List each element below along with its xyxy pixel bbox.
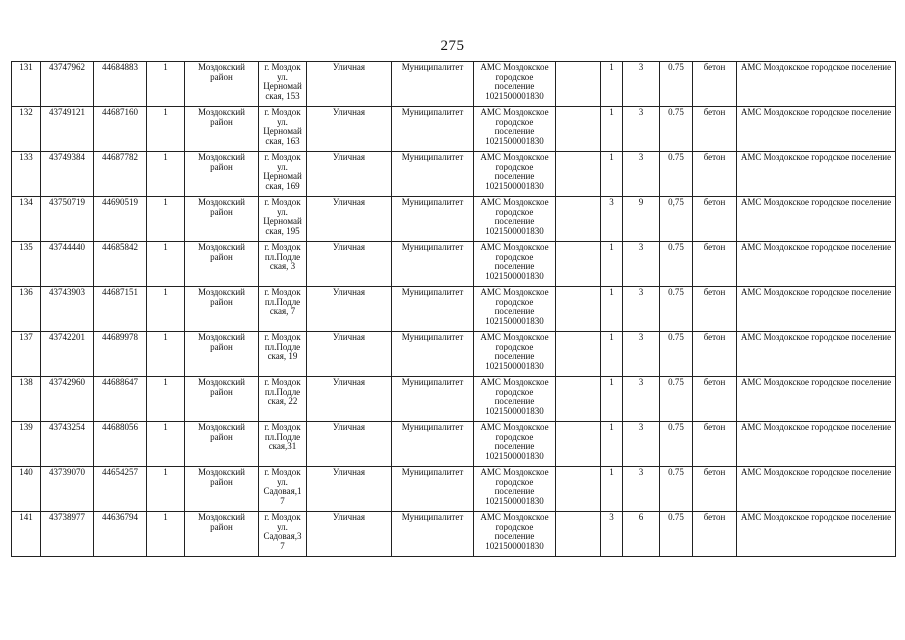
table-row <box>12 332 896 377</box>
cell-district: Моздокский район <box>185 332 259 377</box>
table-row <box>12 152 896 197</box>
cell-owner: Муниципалитет <box>392 377 474 422</box>
cell-owner: Муниципалитет <box>392 62 474 107</box>
cell-a: 1 <box>601 152 623 197</box>
cell-empty <box>556 197 601 242</box>
table-row <box>12 242 896 287</box>
cell-vol: 0.75 <box>660 377 693 422</box>
cell-lat: 43743903 <box>41 287 94 332</box>
cell-b: 3 <box>623 422 660 467</box>
table-row <box>12 287 896 332</box>
cell-vol: 0.75 <box>660 107 693 152</box>
cell-lon: 44688647 <box>94 377 147 422</box>
cell-vol: 0.75 <box>660 422 693 467</box>
cell-num: 141 <box>12 512 41 557</box>
cell-owner: Муниципалитет <box>392 242 474 287</box>
cell-district: Моздокский район <box>185 62 259 107</box>
table-row <box>12 197 896 242</box>
cell-type: Уличная <box>307 422 392 467</box>
cell-lon: 44654257 <box>94 467 147 512</box>
cell-count: 1 <box>147 422 185 467</box>
cell-district: Моздокский район <box>185 422 259 467</box>
cell-district: Моздокский район <box>185 512 259 557</box>
cell-owner: Муниципалитет <box>392 197 474 242</box>
cell-lon: 44687160 <box>94 107 147 152</box>
cell-b: 3 <box>623 287 660 332</box>
cell-vol: 0.75 <box>660 152 693 197</box>
cell-material: бетон <box>693 242 737 287</box>
cell-empty <box>556 377 601 422</box>
cell-holder: АМС Моздокское городское поселение <box>737 62 896 107</box>
cell-owner: Муниципалитет <box>392 422 474 467</box>
cell-count: 1 <box>147 377 185 422</box>
cell-b: 3 <box>623 377 660 422</box>
cell-lat: 43738977 <box>41 512 94 557</box>
cell-count: 1 <box>147 467 185 512</box>
cell-owner: Муниципалитет <box>392 152 474 197</box>
cell-material: бетон <box>693 287 737 332</box>
cell-empty <box>556 422 601 467</box>
cell-holder: АМС Моздокское городское поселение <box>737 287 896 332</box>
cell-b: 3 <box>623 107 660 152</box>
cell-lon: 44687782 <box>94 152 147 197</box>
cell-holder: АМС Моздокское городское поселение <box>737 152 896 197</box>
page-number: 275 <box>440 38 465 54</box>
cell-a: 1 <box>601 422 623 467</box>
cell-org: АМС Моздокское городское поселение 1021500001830 <box>474 422 556 467</box>
cell-b: 9 <box>623 197 660 242</box>
cell-org: АМС Моздокское городское поселение 1021500001830 <box>474 377 556 422</box>
cell-lon: 44636794 <box>94 512 147 557</box>
cell-lat: 43742960 <box>41 377 94 422</box>
cell-address: г. Моздок ул. Церномай ская, 169 <box>259 152 307 197</box>
cell-holder: АМС Моздокское городское поселение <box>737 197 896 242</box>
cell-district: Моздокский район <box>185 287 259 332</box>
cell-address: г. Моздок пл.Подле ская, 3 <box>259 242 307 287</box>
cell-empty <box>556 107 601 152</box>
cell-a: 1 <box>601 242 623 287</box>
cell-lon: 44684883 <box>94 62 147 107</box>
cell-empty <box>556 332 601 377</box>
cell-b: 3 <box>623 242 660 287</box>
cell-empty <box>556 467 601 512</box>
cell-material: бетон <box>693 467 737 512</box>
cell-a: 1 <box>601 62 623 107</box>
cell-holder: АМС Моздокское городское поселение <box>737 332 896 377</box>
cell-empty <box>556 62 601 107</box>
cell-district: Моздокский район <box>185 152 259 197</box>
cell-org: АМС Моздокское городское поселение 1021500001830 <box>474 242 556 287</box>
cell-count: 1 <box>147 512 185 557</box>
registry-body <box>12 62 896 557</box>
cell-a: 1 <box>601 467 623 512</box>
cell-num: 132 <box>12 107 41 152</box>
cell-holder: АМС Моздокское городское поселение <box>737 242 896 287</box>
cell-lat: 43744440 <box>41 242 94 287</box>
cell-material: бетон <box>693 422 737 467</box>
cell-material: бетон <box>693 62 737 107</box>
cell-a: 1 <box>601 332 623 377</box>
cell-b: 3 <box>623 62 660 107</box>
cell-holder: АМС Моздокское городское поселение <box>737 377 896 422</box>
cell-num: 137 <box>12 332 41 377</box>
cell-address: г. Моздок ул. Садовая,3 7 <box>259 512 307 557</box>
cell-type: Уличная <box>307 197 392 242</box>
cell-material: бетон <box>693 377 737 422</box>
cell-num: 134 <box>12 197 41 242</box>
cell-address: г. Моздок ул. Церномай ская, 153 <box>259 62 307 107</box>
cell-district: Моздокский район <box>185 242 259 287</box>
cell-district: Моздокский район <box>185 377 259 422</box>
cell-district: Моздокский район <box>185 467 259 512</box>
cell-address: г. Моздок ул. Садовая,1 7 <box>259 467 307 512</box>
cell-owner: Муниципалитет <box>392 332 474 377</box>
cell-district: Моздокский район <box>185 107 259 152</box>
cell-b: 3 <box>623 332 660 377</box>
cell-type: Уличная <box>307 332 392 377</box>
cell-num: 135 <box>12 242 41 287</box>
cell-b: 3 <box>623 467 660 512</box>
table-row <box>12 107 896 152</box>
cell-material: бетон <box>693 512 737 557</box>
table-row <box>12 62 896 107</box>
cell-empty <box>556 512 601 557</box>
cell-count: 1 <box>147 332 185 377</box>
cell-org: АМС Моздокское городское поселение 1021500001830 <box>474 107 556 152</box>
cell-count: 1 <box>147 242 185 287</box>
cell-org: АМС Моздокское городское поселение 1021500001830 <box>474 152 556 197</box>
cell-address: г. Моздок пл.Подле ская, 22 <box>259 377 307 422</box>
cell-address: г. Моздок ул. Церномай ская, 195 <box>259 197 307 242</box>
cell-b: 3 <box>623 152 660 197</box>
cell-a: 1 <box>601 377 623 422</box>
cell-b: 6 <box>623 512 660 557</box>
cell-lon: 44690519 <box>94 197 147 242</box>
cell-material: бетон <box>693 197 737 242</box>
cell-type: Уличная <box>307 467 392 512</box>
cell-lon: 44685842 <box>94 242 147 287</box>
cell-num: 140 <box>12 467 41 512</box>
cell-type: Уличная <box>307 377 392 422</box>
cell-lat: 43739070 <box>41 467 94 512</box>
cell-org: АМС Моздокское городское поселение 1021500001830 <box>474 197 556 242</box>
cell-org: АМС Моздокское городское поселение 1021500001830 <box>474 62 556 107</box>
cell-owner: Муниципалитет <box>392 512 474 557</box>
cell-holder: АМС Моздокское городское поселение <box>737 107 896 152</box>
cell-num: 138 <box>12 377 41 422</box>
cell-vol: 0.75 <box>660 332 693 377</box>
cell-holder: АМС Моздокское городское поселение <box>737 422 896 467</box>
cell-lat: 43749384 <box>41 152 94 197</box>
cell-count: 1 <box>147 197 185 242</box>
cell-owner: Муниципалитет <box>392 107 474 152</box>
cell-vol: 0.75 <box>660 287 693 332</box>
cell-type: Уличная <box>307 152 392 197</box>
cell-num: 131 <box>12 62 41 107</box>
cell-empty <box>556 152 601 197</box>
cell-owner: Муниципалитет <box>392 467 474 512</box>
cell-lat: 43749121 <box>41 107 94 152</box>
cell-count: 1 <box>147 62 185 107</box>
cell-type: Уличная <box>307 512 392 557</box>
cell-num: 133 <box>12 152 41 197</box>
cell-type: Уличная <box>307 107 392 152</box>
cell-a: 3 <box>601 197 623 242</box>
cell-count: 1 <box>147 152 185 197</box>
registry-table <box>11 61 896 557</box>
table-row <box>12 422 896 467</box>
cell-lon: 44688056 <box>94 422 147 467</box>
cell-count: 1 <box>147 107 185 152</box>
cell-org: АМС Моздокское городское поселение 1021500001830 <box>474 512 556 557</box>
cell-address: г. Моздок пл.Подле ская, 19 <box>259 332 307 377</box>
cell-type: Уличная <box>307 287 392 332</box>
cell-lat: 43742201 <box>41 332 94 377</box>
cell-lat: 43750719 <box>41 197 94 242</box>
cell-lon: 44687151 <box>94 287 147 332</box>
cell-material: бетон <box>693 332 737 377</box>
cell-org: АМС Моздокское городское поселение 1021500001830 <box>474 467 556 512</box>
cell-org: АМС Моздокское городское поселение 1021500001830 <box>474 332 556 377</box>
cell-lat: 43747962 <box>41 62 94 107</box>
cell-a: 1 <box>601 287 623 332</box>
cell-lon: 44689978 <box>94 332 147 377</box>
cell-material: бетон <box>693 107 737 152</box>
cell-vol: 0.75 <box>660 512 693 557</box>
cell-a: 3 <box>601 512 623 557</box>
table-row <box>12 377 896 422</box>
cell-a: 1 <box>601 107 623 152</box>
cell-num: 139 <box>12 422 41 467</box>
cell-org: АМС Моздокское городское поселение 1021500001830 <box>474 287 556 332</box>
cell-district: Моздокский район <box>185 197 259 242</box>
cell-vol: 0.75 <box>660 242 693 287</box>
cell-count: 1 <box>147 287 185 332</box>
cell-empty <box>556 242 601 287</box>
table-row <box>12 467 896 512</box>
cell-material: бетон <box>693 152 737 197</box>
cell-address: г. Моздок пл.Подле ская,31 <box>259 422 307 467</box>
cell-num: 136 <box>12 287 41 332</box>
cell-vol: 0.75 <box>660 62 693 107</box>
cell-owner: Муниципалитет <box>392 287 474 332</box>
table-row <box>12 512 896 557</box>
cell-holder: АМС Моздокское городское поселение <box>737 512 896 557</box>
cell-type: Уличная <box>307 62 392 107</box>
cell-address: г. Моздок ул. Церномай ская, 163 <box>259 107 307 152</box>
cell-vol: 0.75 <box>660 467 693 512</box>
cell-empty <box>556 287 601 332</box>
cell-vol: 0,75 <box>660 197 693 242</box>
cell-holder: АМС Моздокское городское поселение <box>737 467 896 512</box>
cell-type: Уличная <box>307 242 392 287</box>
cell-lat: 43743254 <box>41 422 94 467</box>
cell-address: г. Моздок пл.Подле ская, 7 <box>259 287 307 332</box>
